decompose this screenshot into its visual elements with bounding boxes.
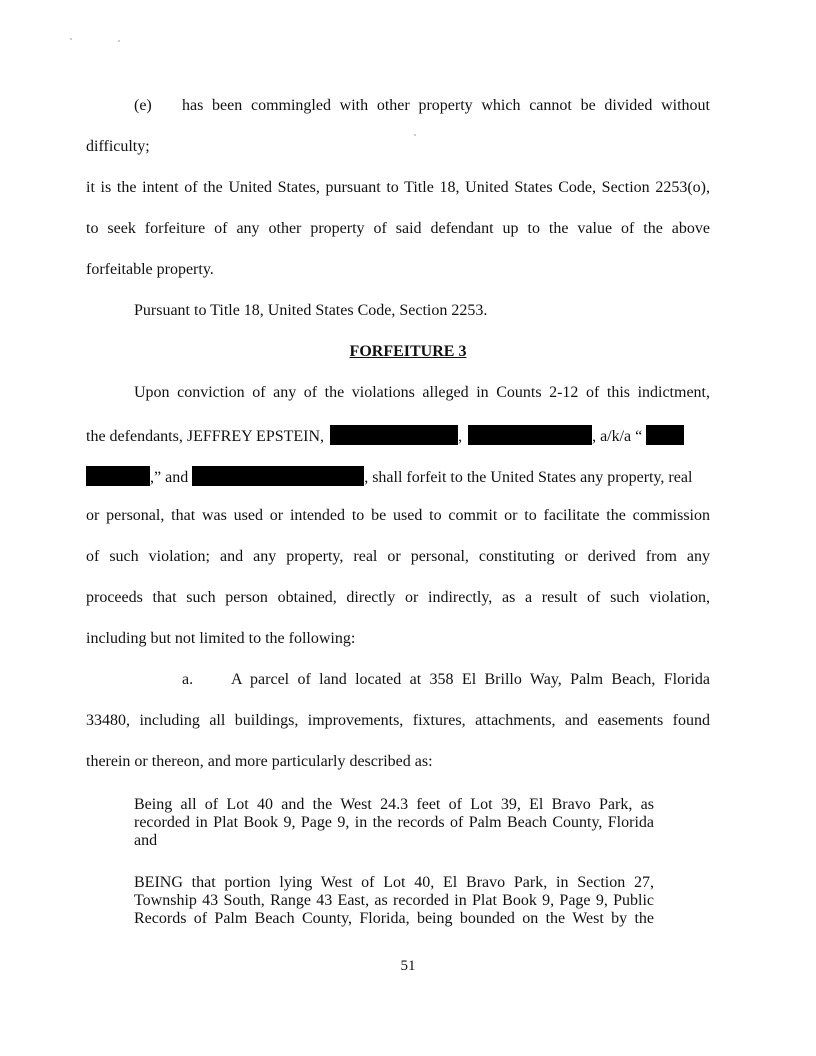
forfeiture-line6: proceeds that such person obtained, directly or indirectly, as a result of such violation, [86, 589, 710, 606]
forfeiture-line5: of such violation; and any property, real or personal, constituting or derived from any [86, 548, 710, 565]
legal-description-1 [134, 796, 654, 850]
item-a-marker: a. [182, 671, 194, 688]
item-a-line1: A parcel of land located at 358 El Brillo Way, Palm Beach, Florida [231, 671, 710, 688]
and-text: ,” and [150, 469, 189, 486]
scan-speck [118, 40, 120, 42]
legal-description-2 [134, 874, 654, 928]
scan-speck [70, 38, 72, 40]
legal-1-line2: recorded in Plat Book 9, Page 9, in the records of Palm Beach County, Florida [134, 814, 654, 831]
redaction-box [192, 466, 364, 486]
aka-text: , a/k/a “ [592, 428, 643, 445]
pursuant-statement: Pursuant to Title 18, United States Code, Section 2253. [134, 302, 488, 319]
forfeiture-line2 [86, 425, 684, 446]
defendants-text: the defendants, JEFFREY EPSTEIN, [86, 428, 325, 445]
redaction-box [646, 425, 684, 445]
item-a-line2: 33480, including all buildings, improvements, fixtures, attachments, and easements found [86, 712, 710, 729]
para-e-marker: (e) [134, 97, 152, 114]
shall-forfeit-text: , shall forfeit to the United States any property, real [364, 469, 693, 486]
legal-2-line3: Records of Palm Beach County, Florida, being bounded on the West by the [134, 910, 654, 927]
redaction-box [330, 425, 458, 445]
intent-line2: to seek forfeiture of any other property of said defendant up to the value of the above [86, 220, 710, 237]
forfeiture-line1: Upon conviction of any of the violations alleged in Counts 2-12 of this indictment, [134, 384, 710, 401]
para-e-line2: difficulty; [86, 138, 150, 155]
section-heading: FORFEITURE 3 [349, 343, 467, 360]
legal-2-line2: Township 43 South, Range 43 East, as recorded in Plat Book 9, Page 9, Public [134, 892, 654, 909]
legal-1-line3: and [134, 832, 158, 849]
forfeiture-line7: including but not limited to the following: [86, 630, 356, 647]
forfeiture-line4: or personal, that was used or intended to be used to commit or to facilitate the commission [86, 507, 710, 524]
legal-2-line1: BEING that portion lying West of Lot 40, El Bravo Park, in Section 27, [134, 874, 654, 891]
para-e-line1: has been commingled with other property which cannot be divided without [182, 97, 710, 114]
legal-1-line1: Being all of Lot 40 and the West 24.3 feet of Lot 39, El Bravo Park, as [134, 796, 654, 813]
item-a-line3: therein or thereon, and more particularly described as: [86, 753, 433, 770]
intent-line1: it is the intent of the United States, pursuant to Title 18, United States Code, Section 2253(o), [86, 179, 710, 196]
forfeiture-line3 [86, 466, 710, 487]
comma-text: , [458, 428, 463, 445]
redaction-box [86, 466, 150, 486]
scan-speck [414, 134, 416, 136]
redaction-box [468, 425, 592, 445]
intent-line3: forfeitable property. [86, 261, 214, 278]
page-number: 51 [400, 958, 416, 974]
